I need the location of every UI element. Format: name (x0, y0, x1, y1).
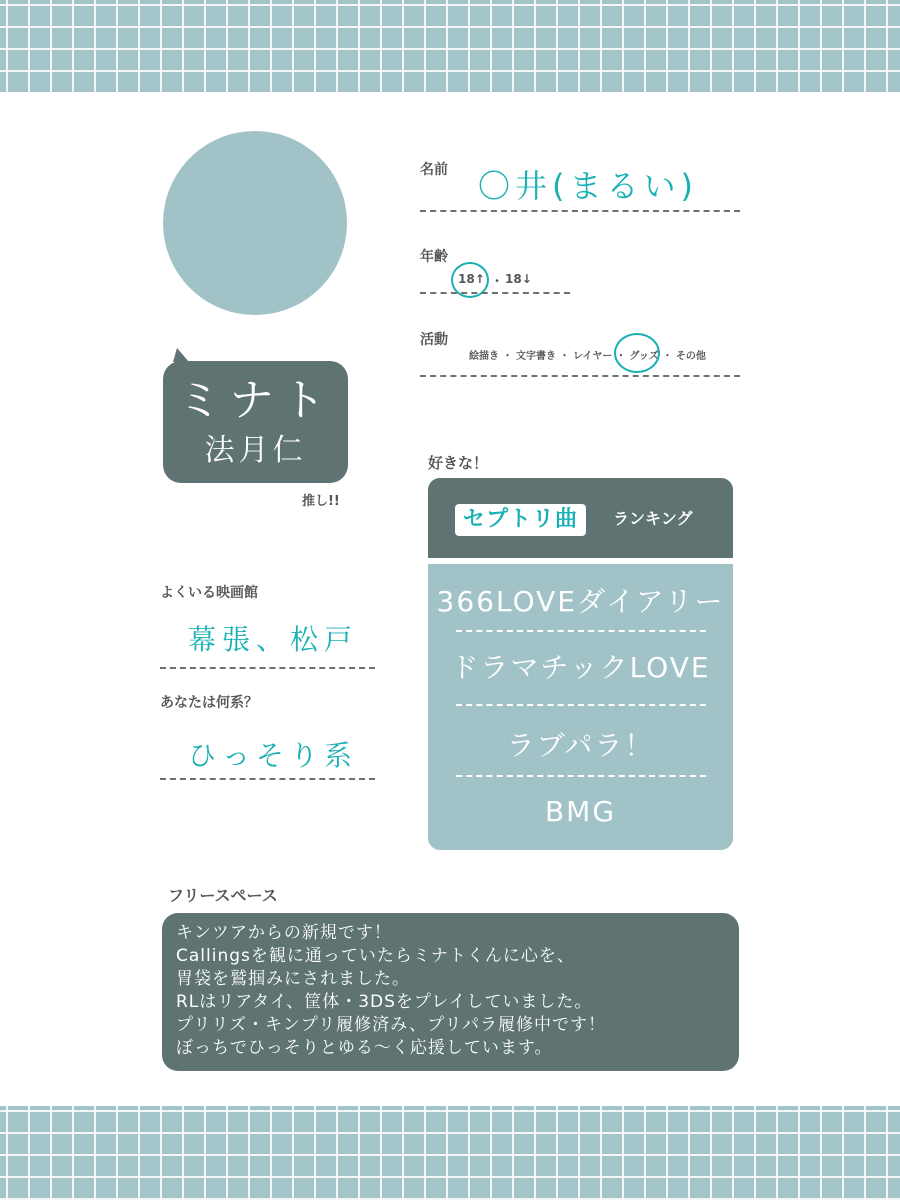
oshi-name: 法月仁 (204, 433, 307, 468)
ranking-header-divider (428, 558, 733, 564)
favorites-label: 好きな！ (428, 454, 489, 472)
ranking-header (428, 478, 733, 558)
age-separator: ・ (491, 274, 504, 288)
age-label: 年齢 (420, 249, 448, 265)
free-space-line: ぼっちでひっそりとゆる〜く応援しています。 (176, 1038, 553, 1058)
age-option-over18: 18↑ (458, 272, 485, 286)
activity-separator: ・ (559, 351, 570, 362)
ranking-divider (456, 775, 706, 777)
activity-option: 文字書き (515, 351, 556, 362)
free-space-line: プリリズ・キンプリ履修済み、プリパラ履修中です！ (176, 1015, 606, 1035)
activity-option: レイヤー (572, 351, 613, 362)
ranking-divider (456, 704, 706, 706)
ranking-item-3: ラブパラ！ (506, 729, 655, 762)
free-space-line: 胃袋を鷲掴みにされました。 (176, 969, 410, 989)
activity-underline (420, 375, 740, 377)
activity-option: その他 (675, 351, 706, 362)
ranking-item-2: ドラマチックLOVE (450, 651, 711, 684)
cinema-value: 幕張、松戸 (188, 623, 359, 656)
type-value: ひっそり系 (188, 739, 359, 772)
oshi-bubble (163, 361, 348, 483)
ranking-category: セプトリ曲 (455, 504, 586, 536)
bottom-grid-band (0, 1106, 900, 1200)
avatar-placeholder (163, 131, 347, 315)
ranking-title: ランキング (613, 509, 693, 528)
free-space-box (162, 913, 739, 1071)
activity-option: 絵描き (469, 351, 499, 362)
name-underline (420, 210, 740, 212)
type-underline (160, 778, 375, 780)
activity-options (469, 347, 706, 362)
oshi-caption: 推し!! (302, 494, 340, 509)
ranking-divider (456, 630, 706, 632)
free-space-label: フリースペース (168, 886, 278, 905)
free-space-line: Callingsを観に通っていたらミナトくんに心を、 (176, 946, 575, 966)
age-underline (420, 292, 570, 294)
activity-label: 活動 (420, 332, 448, 348)
free-space-line: RLはリアタイ、筐体・3DSをプレイしていました。 (176, 992, 593, 1012)
ranking-item-4: BMG (544, 795, 617, 828)
oshi-group: ミナト (177, 375, 334, 426)
speech-tail (173, 348, 189, 362)
activity-separator: ・ (662, 351, 673, 362)
age-option-under18: 18↓ (505, 272, 532, 286)
activity-separator: ・ (615, 351, 626, 362)
cinema-underline (160, 667, 375, 669)
activity-option-selected: グッズ (629, 351, 659, 362)
free-space-line: キンツアからの新規です！ (176, 923, 392, 943)
activity-selected-circle (614, 333, 660, 373)
name-value: 〇井(まるい) (478, 167, 698, 205)
top-grid-band (0, 0, 900, 92)
name-label: 名前 (420, 162, 448, 178)
activity-separator: ・ (502, 351, 513, 362)
ranking-card (428, 478, 733, 850)
type-label: あなたは何系？ (160, 695, 258, 711)
cinema-label: よくいる映画館 (160, 585, 258, 601)
ranking-item-1: 366LOVEダイアリー (436, 585, 725, 618)
